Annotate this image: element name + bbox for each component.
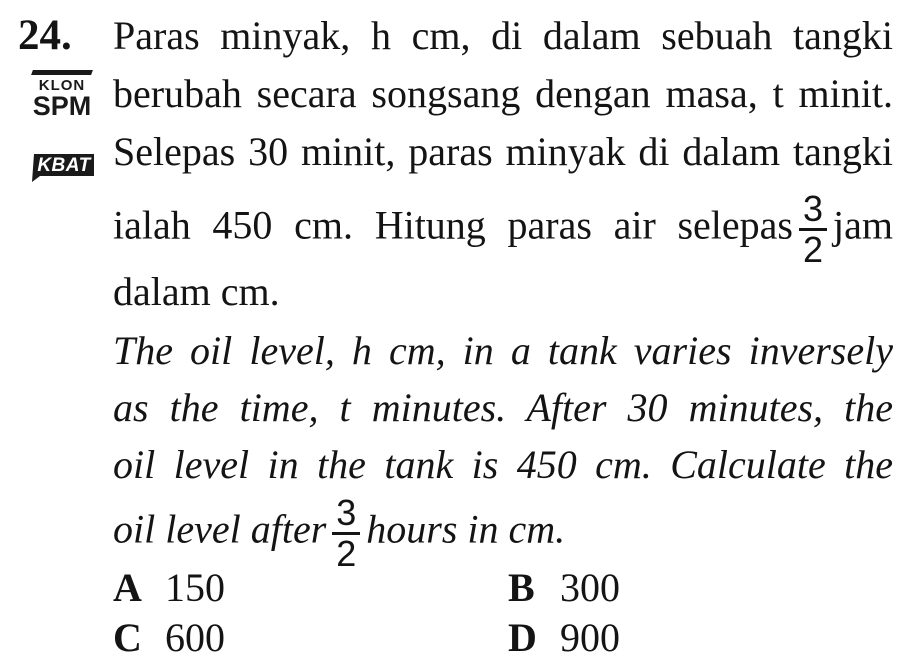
option-value: 600 xyxy=(165,615,225,660)
english-line-3: oil level in the tank is 450 cm. Calculate the xyxy=(113,442,893,487)
option-value: 150 xyxy=(165,565,225,610)
kbat-label: KBAT xyxy=(37,155,91,176)
english-line-4 xyxy=(113,494,893,573)
malay-fraction xyxy=(799,190,827,269)
fraction-denominator: 2 xyxy=(799,228,827,269)
option-b[interactable] xyxy=(508,562,620,614)
fraction-numerator: 3 xyxy=(336,492,357,533)
option-a[interactable] xyxy=(113,562,225,614)
malay-line-5: dalam cm. xyxy=(113,269,280,314)
klon-spm-badge xyxy=(26,70,98,128)
badge-bar xyxy=(31,70,93,75)
question-number: 24. xyxy=(18,12,72,59)
klon-label: KLON xyxy=(38,77,86,94)
option-letter: B xyxy=(508,565,535,610)
fraction-denominator: 2 xyxy=(332,532,360,573)
fraction-numerator: 3 xyxy=(802,188,824,229)
option-value: 300 xyxy=(560,565,620,610)
kbat-badge xyxy=(32,152,96,182)
malay-line-3: Selepas 30 minit, paras minyak di dalam tangki xyxy=(113,129,893,174)
english-fraction xyxy=(332,494,360,573)
malay-line-4-start: ialah 450 cm. Hitung paras air selepas xyxy=(113,202,793,248)
malay-line-2: berubah secara songsang dengan masa, t minit. xyxy=(113,71,893,116)
option-d[interactable] xyxy=(508,612,620,664)
option-c[interactable] xyxy=(113,612,225,664)
option-letter: A xyxy=(113,565,142,610)
malay-line-4-end: jam xyxy=(833,202,893,248)
english-line-4-end: hours in cm. xyxy=(366,506,566,552)
option-value: 900 xyxy=(560,615,620,660)
english-line-4-start: oil level after xyxy=(113,506,327,552)
spm-label: SPM xyxy=(32,91,92,121)
english-line-1: The oil level, h cm, in a tank varies inversely xyxy=(113,328,893,373)
option-letter: C xyxy=(113,615,142,660)
malay-line-1: Paras minyak, h cm, di dalam sebuah tangki xyxy=(113,13,893,58)
option-letter: D xyxy=(508,615,537,660)
english-line-2: as the time, t minutes. After 30 minutes, the xyxy=(113,385,893,430)
malay-line-4 xyxy=(113,190,893,269)
